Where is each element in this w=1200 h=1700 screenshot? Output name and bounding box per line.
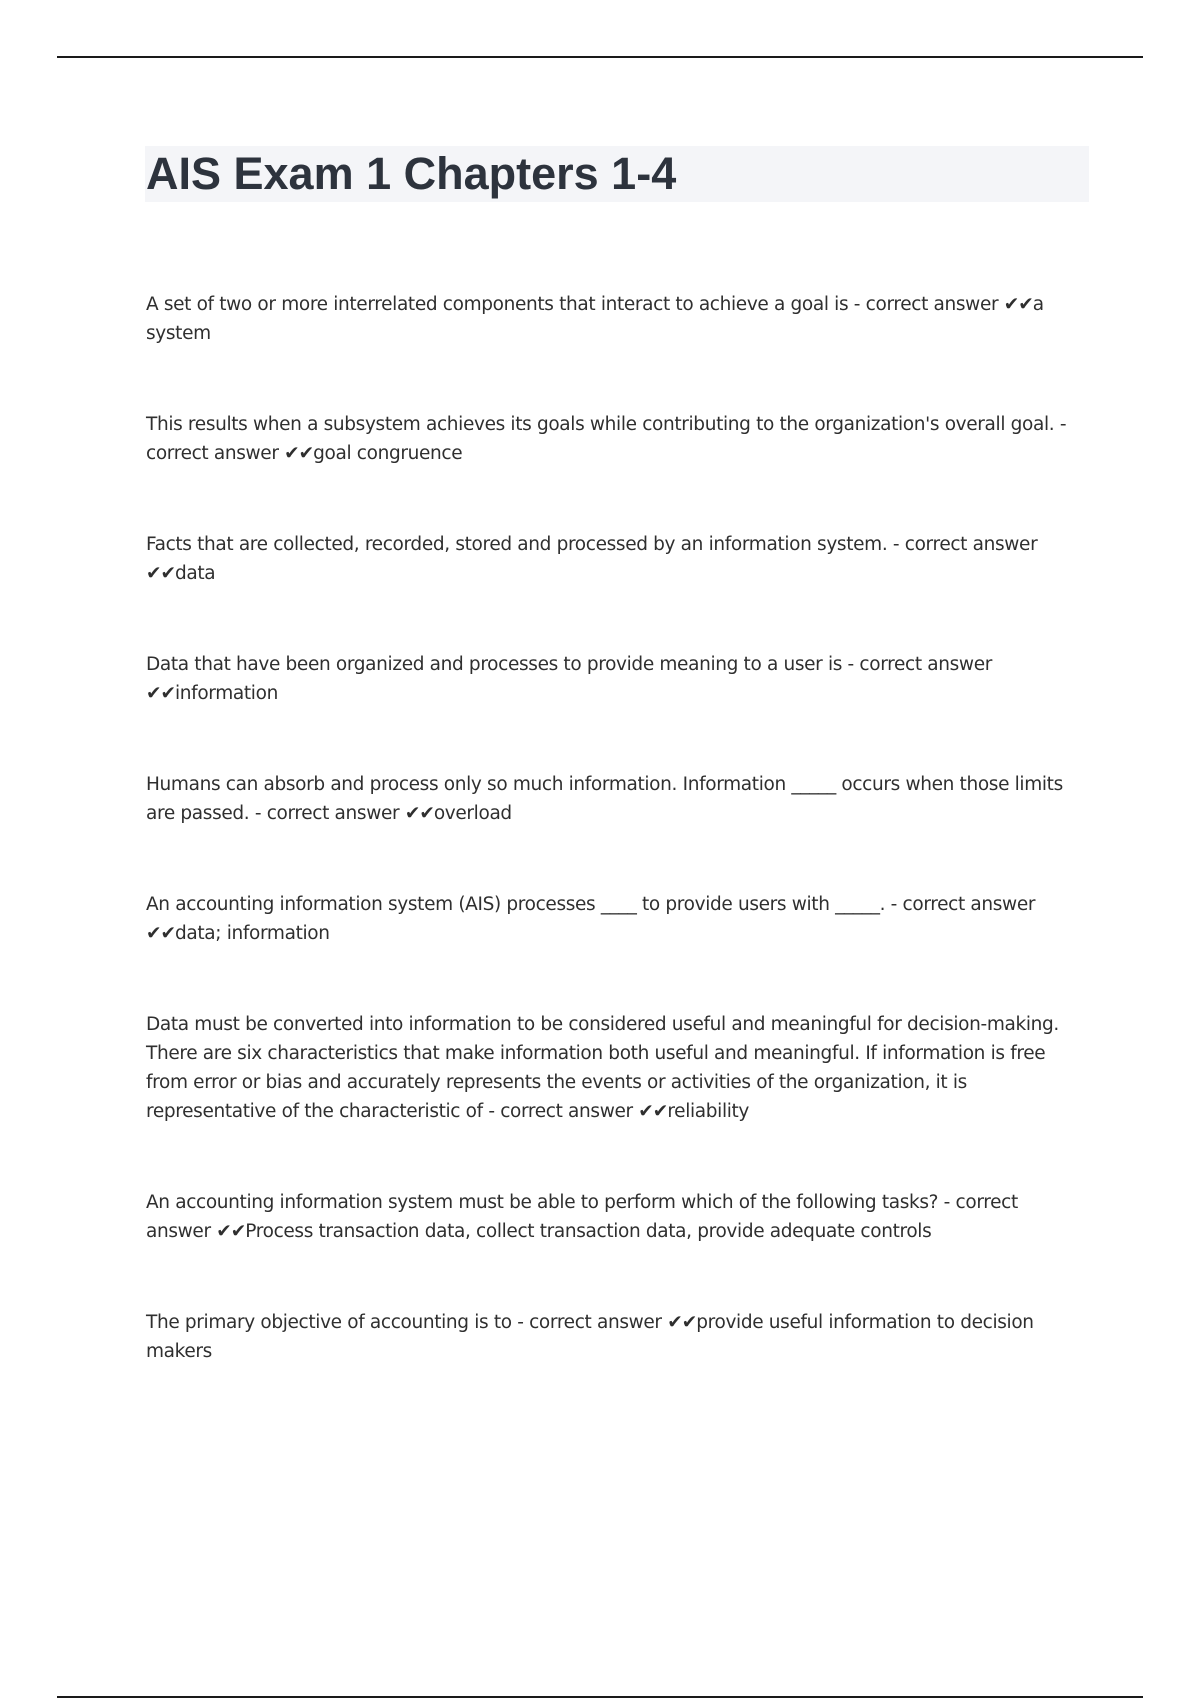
question-text: The primary objective of accounting is to [146, 1312, 512, 1333]
check-mark-icon: ✔✔ [1003, 294, 1033, 315]
answer-prefix: correct answer [529, 1312, 662, 1333]
qa-item: Data that have been organized and processes to provide meaning to a user is - correct answer ✔✔information [146, 654, 992, 704]
answer-prefix: correct answer [500, 1101, 633, 1122]
answer-text: data [175, 563, 216, 584]
answer-prefix: correct answer [146, 443, 279, 464]
check-mark-icon: ✔✔ [146, 683, 176, 704]
qa-item: Data must be converted into information to be considered useful and meaningful for decision-making. There are six characteristics that make information both useful and meaningful. If information is free from error or bias and accurately represents the events or activities of the organization, it is representative of the characteristic of - correct answer ✔✔reliability [146, 1014, 1059, 1122]
answer-prefix: correct answer [902, 894, 1036, 915]
document-title: AIS Exam 1 Chapters 1-4 [146, 148, 677, 199]
question-text: Humans can absorb and process only so much information. Information _____ occurs when those limits are passed. [146, 774, 1063, 824]
qa-item: The primary objective of accounting is to - correct answer ✔✔provide useful information to decision makers [146, 1312, 1034, 1362]
qa-item: An accounting information system (AIS) processes ____ to provide users with _____. - correct answer ✔✔data; information [146, 894, 1036, 944]
question-text: An accounting information system must be able to perform which of the following tasks? [146, 1192, 939, 1213]
answer-text: Process transaction data, collect transaction data, provide adequate controls [245, 1221, 932, 1242]
answer-text: a system [146, 294, 1044, 344]
answer-prefix: correct answer [865, 294, 999, 315]
answer-prefix: correct answer [146, 1192, 1018, 1242]
qa-item: This results when a subsystem achieves its goals while contributing to the organization's overall goal. - correct answer ✔✔goal congruence [146, 414, 1067, 464]
answer-text: data; information [175, 923, 330, 944]
qa-list [146, 290, 1086, 1366]
top-divider [57, 56, 1143, 58]
check-mark-icon: ✔✔ [638, 1101, 668, 1122]
question-text: An accounting information system (AIS) processes ____ to provide users with _____. [146, 894, 886, 915]
check-mark-icon: ✔✔ [146, 563, 176, 584]
check-mark-icon: ✔✔ [284, 443, 314, 464]
question-text: This results when a subsystem achieves its goals while contributing to the organization's overall goal. [146, 414, 1055, 435]
answer-text: overload [433, 803, 512, 824]
qa-item: Facts that are collected, recorded, stored and processed by an information system. - correct answer ✔✔data [146, 534, 1038, 584]
answer-text: provide useful information to decision makers [146, 1312, 1034, 1362]
question-text: A set of two or more interrelated components that interact to achieve a goal is [146, 294, 849, 315]
check-mark-icon: ✔✔ [216, 1221, 246, 1242]
answer-prefix: correct answer [904, 534, 1038, 555]
answer-prefix: correct answer [859, 654, 992, 675]
question-text: Data must be converted into information to be considered useful and meaningful for decision-making. There are six characteristics that make information both useful and meaningful. If information is free from error or bias and accurately represents the events or activities of the organization, it is representative of the characteristic of [146, 1014, 1059, 1122]
answer-text: reliability [667, 1101, 750, 1122]
qa-item: An accounting information system must be able to perform which of the following tasks? - correct answer ✔✔Process transaction data, collect transaction data, provide adequate controls [146, 1192, 1018, 1242]
question-text: Facts that are collected, recorded, stored and processed by an information system. [146, 534, 888, 555]
check-mark-icon: ✔✔ [146, 923, 176, 944]
qa-item: A set of two or more interrelated components that interact to achieve a goal is - correct answer ✔✔a system [146, 294, 1044, 344]
answer-prefix: correct answer [266, 803, 400, 824]
question-text: Data that have been organized and processes to provide meaning to a user is [146, 654, 843, 675]
answer-text: information [175, 683, 278, 704]
qa-item: Humans can absorb and process only so much information. Information _____ occurs when those limits are passed. - correct answer ✔✔overload [146, 774, 1063, 824]
check-mark-icon: ✔✔ [667, 1312, 697, 1333]
check-mark-icon: ✔✔ [404, 803, 434, 824]
bottom-divider [57, 1696, 1143, 1698]
answer-text: goal congruence [313, 443, 463, 464]
